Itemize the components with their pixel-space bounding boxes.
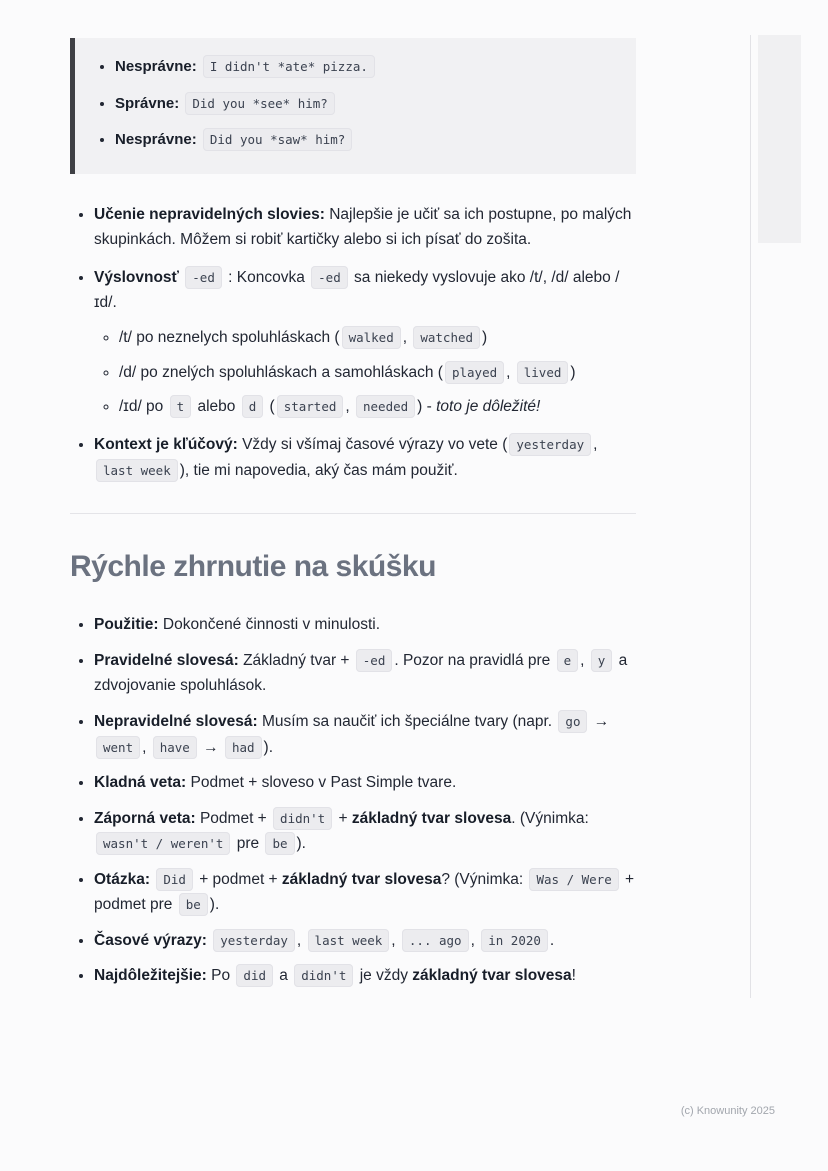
code-chip: be (179, 893, 208, 916)
code-chip: have (153, 736, 197, 759)
list-item (115, 93, 620, 116)
text-run: Po (211, 967, 235, 985)
text-run: ) (482, 328, 488, 346)
code-chip: had (225, 736, 262, 759)
summary-heading: Rýchle zhrnutie na skúšku (70, 550, 436, 584)
code-chip: Did you *see* him? (185, 92, 334, 115)
code-chip: watched (413, 326, 480, 349)
code-chip: -ed (356, 649, 393, 672)
bold-run: Nesprávne: (115, 131, 201, 148)
text-run: , (296, 931, 306, 949)
code-chip: walked (342, 326, 401, 349)
code-chip: d (242, 395, 264, 418)
text-run: ) (570, 363, 576, 381)
side-panel-thumbnail[interactable] (758, 35, 801, 243)
text-run: ! (571, 967, 576, 985)
text-run: ). (296, 835, 306, 853)
text-run: /ɪd/ po (119, 398, 168, 416)
list-item (94, 770, 636, 796)
text-run: pre (232, 835, 264, 853)
text-run: je vždy (355, 967, 413, 985)
bold-run: Kontext je kľúčový: (94, 436, 243, 454)
list-item (94, 963, 636, 989)
code-chip: started (277, 395, 344, 418)
sub-list-item (119, 361, 636, 386)
text-run: → (198, 738, 223, 756)
text-run: , (402, 328, 412, 346)
code-chip: -ed (311, 266, 348, 289)
text-run: Vždy si všímaj časové výrazy vo vete ( (242, 436, 508, 454)
bold-run: Záporná veta: (94, 809, 200, 827)
list-item (94, 709, 636, 760)
list-item (115, 129, 620, 152)
text-run: sa niekedy vyslovuje ako /t/, /d/ alebo /ɪd/. (94, 268, 620, 312)
text-run: Podmet + sloveso v Past Simple tvare. (190, 774, 457, 792)
text-run: Musím sa naučiť ich špeciálne tvary (napr. (262, 712, 557, 730)
example-list (85, 56, 620, 152)
code-chip: ... ago (402, 929, 469, 952)
list-item (94, 432, 636, 483)
bold-run: Výslovnosť (94, 268, 184, 286)
text-run: → (589, 712, 610, 730)
code-chip: played (445, 361, 504, 384)
code-chip: didn't (294, 964, 353, 987)
list-item (94, 867, 636, 918)
text-run: ? (Výnimka: (441, 870, 528, 888)
right-pane-divider (750, 35, 751, 998)
code-chip: t (170, 395, 192, 418)
code-chip: yesterday (509, 433, 591, 456)
italic-run: toto je dôležité! (436, 398, 541, 416)
text-run: . Pozor na pravidlá pre (394, 651, 555, 669)
bold-run: Časové výrazy: (94, 931, 212, 949)
code-chip: in 2020 (481, 929, 548, 952)
text-run: ) - (417, 398, 437, 416)
text-run: a (275, 967, 293, 985)
text-run: ( (265, 398, 275, 416)
code-chip: went (96, 736, 140, 759)
code-chip: Was / Were (529, 868, 618, 891)
list-item (94, 928, 636, 954)
text-run: + podmet pre (94, 870, 635, 914)
code-chip: did (236, 964, 273, 987)
bold-run: Nepravidelné slovesá: (94, 712, 262, 730)
text-run: . (549, 931, 555, 949)
summary-list (70, 612, 636, 989)
bold-run: Otázka: (94, 870, 155, 888)
bold-run: základný tvar slovesa (412, 967, 572, 985)
sub-list (94, 326, 636, 420)
code-chip: last week (308, 929, 390, 952)
list-item (115, 56, 620, 79)
code-chip: needed (356, 395, 415, 418)
bold-run: Nesprávne: (115, 58, 201, 75)
text-run: ), tie mi napovedia, aký čas mám použiť. (179, 461, 458, 479)
sub-list-item (119, 395, 636, 420)
text-run: , (142, 738, 151, 756)
code-chip: last week (96, 459, 178, 482)
text-run: alebo (193, 398, 240, 416)
text-run: /t/ po neznelych spoluhláskach ( (119, 328, 340, 346)
text-run: , (580, 651, 589, 669)
text-run: , (345, 398, 354, 416)
document-content (70, 38, 636, 999)
list-item (94, 202, 636, 253)
code-chip: y (591, 649, 613, 672)
notes-list (70, 202, 636, 484)
code-chip: go (558, 710, 587, 733)
text-run: ). (209, 896, 220, 914)
bold-run: Správne: (115, 94, 184, 112)
list-item (94, 806, 636, 857)
code-chip: be (265, 832, 294, 855)
text-run: /d/ po znelých spoluhláskach a samohláskach ( (119, 363, 443, 381)
code-chip: e (557, 649, 579, 672)
code-chip: yesterday (213, 929, 295, 952)
text-run: , (593, 436, 598, 454)
bold-run: Použitie: (94, 616, 163, 634)
text-run: Základný tvar + (243, 651, 354, 669)
sub-list-item (119, 326, 636, 351)
bold-run: Pravidelné slovesá: (94, 651, 244, 669)
text-run: , (506, 363, 515, 381)
code-chip: lived (517, 361, 569, 384)
bold-run: Učenie nepravidelných slovies: (94, 205, 330, 223)
text-run: Podmet + (199, 809, 272, 827)
text-run: , (470, 931, 480, 949)
list-item (94, 612, 636, 638)
example-blockquote (70, 38, 636, 174)
code-chip: -ed (185, 266, 222, 289)
text-run: ). (263, 738, 274, 756)
copyright-footer: (c) Knowunity 2025 (680, 1105, 775, 1117)
text-run: + podmet + (194, 870, 282, 888)
section-divider (70, 513, 636, 514)
text-run: Dokončené činnosti v minulosti. (162, 616, 380, 634)
bold-run: základný tvar slovesa (351, 809, 512, 827)
list-item (94, 265, 636, 421)
code-chip: Did (156, 868, 193, 891)
code-chip: didn't (273, 807, 332, 830)
code-chip: I didn't *ate* pizza. (203, 55, 375, 78)
text-run: : Koncovka (223, 268, 310, 286)
text-run: . (Výnimka: (511, 809, 589, 827)
bold-run: Kladná veta: (94, 774, 191, 792)
text-run: + (334, 809, 352, 827)
code-chip: wasn't / weren't (96, 832, 230, 855)
bold-run: základný tvar slovesa (281, 870, 442, 888)
text-run: a zdvojovanie spoluhlások. (94, 651, 628, 695)
text-run: , (391, 931, 400, 949)
list-item (94, 648, 636, 699)
code-chip: Did you *saw* him? (203, 128, 352, 151)
bold-run: Najdôležitejšie: (94, 967, 212, 985)
text-run: Najlepšie je učiť sa ich postupne, po malých skupinkách. Môžem si robiť kartičky alebo si ich písať do zošita. (94, 205, 632, 249)
